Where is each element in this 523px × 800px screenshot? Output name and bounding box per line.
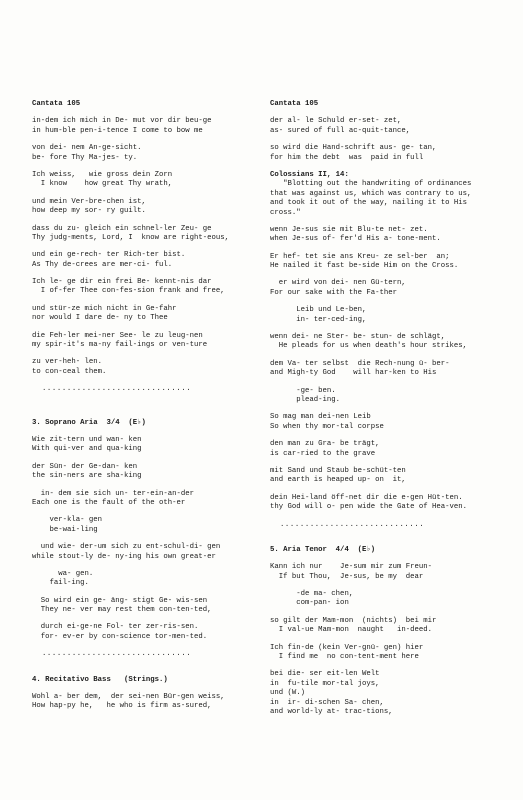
lyric-line: Wie zit-tern und wan- ken bbox=[32, 435, 142, 444]
lyric-line: und stür-ze mich nicht in Ge-fahr bbox=[32, 304, 177, 313]
lyric-line: plead-ing. bbox=[270, 395, 341, 404]
blank-line bbox=[32, 395, 257, 403]
blank-line bbox=[270, 513, 508, 521]
blank-line bbox=[32, 350, 257, 358]
blank-line bbox=[32, 660, 257, 668]
lyric-line: bei die- ser eit-len Welt bbox=[270, 670, 380, 679]
lyric-line: How hap-py he, he who is firm as-sured, bbox=[32, 702, 212, 711]
lyric-line: when Je-sus of- fer'd His a- tone-ment. bbox=[270, 235, 441, 244]
lyric-line: mit Sand und Staub be-schüt-ten bbox=[270, 466, 406, 475]
lyric-line: to con-ceal them. bbox=[32, 367, 107, 376]
blank-line bbox=[270, 459, 508, 467]
lyric-line: He pleads for us when death's hour strikes, bbox=[270, 342, 468, 351]
blank-line bbox=[32, 685, 257, 693]
left-column bbox=[32, 100, 257, 712]
lyric-line: that was against us, which was contrary to us, bbox=[270, 189, 472, 198]
blank-line bbox=[270, 109, 508, 117]
lyric-line: So when thy mor-tal corpse bbox=[270, 422, 384, 431]
lyric-line: und ein ge-rech- ter Rich-ter bist. bbox=[32, 251, 186, 260]
blank-line bbox=[270, 405, 508, 413]
lyric-line: -ge- ben. bbox=[270, 386, 336, 395]
lyric-line: while stout-ly de- ny-ing his own great-er bbox=[32, 552, 216, 561]
lyric-line: be-wai-ling bbox=[32, 525, 98, 534]
lyric-line: I val-ue Mam-mon naught in-deed. bbox=[270, 626, 433, 635]
blank-line bbox=[32, 668, 257, 676]
blank-line bbox=[32, 324, 257, 332]
lyric-line: so gilt der Mam-mon (nichts) bei mir bbox=[270, 616, 437, 625]
blank-line bbox=[270, 582, 508, 590]
blank-line bbox=[270, 325, 508, 333]
lyric-line: dass du zu- gleich ein schnel-ler Zeu- ge bbox=[32, 224, 212, 233]
blank-line bbox=[32, 642, 257, 650]
lyric-line: von dei- nem An-ge-sicht. bbox=[32, 144, 142, 153]
separator-rule: .............................. bbox=[32, 650, 192, 659]
lyric-line: For our sake with the Fa-ther bbox=[270, 288, 397, 297]
blank-line bbox=[270, 555, 508, 563]
blank-line bbox=[270, 636, 508, 644]
lyric-line: wenn dei- ne Ster- be- stun- de schlägt, bbox=[270, 333, 446, 342]
lyric-line: in hum-ble pen-i-tence I come to bow me bbox=[32, 126, 203, 135]
lyric-line: for him the debt was paid in full bbox=[270, 153, 424, 162]
lyric-line: my spir-it's ma-ny fail-ings or ven-ture bbox=[32, 341, 208, 350]
section-heading: 3. Soprano Aria 3/4 (E♭) bbox=[32, 418, 146, 427]
blank-line bbox=[32, 377, 257, 385]
separator-rule: .............................. bbox=[32, 385, 192, 394]
lyric-line: und wie- der-um sich zu ent-schul-di- gen bbox=[32, 543, 221, 552]
blank-line bbox=[32, 403, 257, 411]
blank-line bbox=[32, 428, 257, 436]
lyric-line: how deep my sor- ry guilt. bbox=[32, 207, 146, 216]
lyric-line: I find me no con-tent-ment here bbox=[270, 653, 419, 662]
lyric-line: be- fore Thy Ma-jes- ty. bbox=[32, 153, 138, 162]
blank-line bbox=[270, 163, 508, 171]
separator-rule: ............................. bbox=[270, 520, 425, 529]
lyric-line: I know how great Thy wrath, bbox=[32, 180, 173, 189]
blank-line bbox=[32, 535, 257, 543]
blank-line bbox=[270, 662, 508, 670]
lyric-line: wa- gen. bbox=[32, 569, 94, 578]
lyric-line: und mein Ver-bre-chen ist, bbox=[32, 197, 146, 206]
blank-line bbox=[270, 530, 508, 538]
lyric-line: Each one is the fault of the oth-er bbox=[32, 498, 186, 507]
lyric-line: and took it out of the way, nailing it to His bbox=[270, 199, 468, 208]
section-heading: 4. Recitativo Bass (Strings.) bbox=[32, 675, 168, 684]
lyric-line: for- ev-er by con-science tor-men-ted. bbox=[32, 632, 208, 641]
lyric-line: cross." bbox=[270, 208, 301, 217]
lyric-line: Kann ich nur Je-sum mir zum Freun- bbox=[270, 563, 433, 572]
blank-line bbox=[32, 615, 257, 623]
lyric-line: in ir- di-schen Sa- chen, bbox=[270, 698, 384, 707]
blank-line bbox=[32, 109, 257, 117]
lyric-line: ver-kla- gen bbox=[32, 516, 103, 525]
lyric-line: Ich le- ge dir ein frei Be- kennt-nis dar bbox=[32, 278, 212, 287]
section-heading: Cantata 105 bbox=[32, 100, 81, 108]
lyric-line: As Thy de-crees are mer-ci- ful. bbox=[32, 260, 173, 269]
blank-line bbox=[32, 589, 257, 597]
blank-line bbox=[32, 562, 257, 570]
lyric-line: -de ma- chen, bbox=[270, 590, 354, 599]
blank-line bbox=[270, 245, 508, 253]
blank-line bbox=[32, 482, 257, 490]
blank-line bbox=[32, 270, 257, 278]
lyric-line: fail-ing. bbox=[32, 579, 89, 588]
lyric-line: die Feh-ler mei-ner See- le zu leug-nen bbox=[32, 331, 203, 340]
lyric-line: in- dem sie sich un- ter-ein-an-der bbox=[32, 489, 195, 498]
section-heading: Colossians II, 14: bbox=[270, 170, 349, 179]
lyric-line: Thy judg-ments, Lord, I know are right-eous, bbox=[32, 233, 230, 242]
blank-line bbox=[270, 538, 508, 546]
lyric-line: in- ter-ced-ing, bbox=[270, 315, 367, 324]
lyric-line: nor would I dare de- ny to Thee bbox=[32, 314, 168, 323]
lyric-line: und (W.) bbox=[270, 689, 306, 698]
lyric-line: Leib und Le-ben, bbox=[270, 306, 367, 315]
lyric-line: der al- le Schuld er-set- zet, bbox=[270, 117, 402, 126]
section-heading: Cantata 105 bbox=[270, 100, 319, 108]
blank-line bbox=[32, 163, 257, 171]
blank-line bbox=[270, 352, 508, 360]
lyric-line: So mag man dei-nen Leib bbox=[270, 413, 371, 422]
lyric-line: and earth is heaped up- on it, bbox=[270, 476, 406, 485]
lyric-line: as- sured of full ac-quit-tance, bbox=[270, 126, 411, 135]
section-heading: 5. Aria Tenor 4/4 (E♭) bbox=[270, 545, 376, 554]
blank-line bbox=[270, 218, 508, 226]
blank-line bbox=[270, 609, 508, 617]
blank-line bbox=[32, 508, 257, 516]
lyric-line: wenn Je-sus sie mit Blu-te net- zet. bbox=[270, 225, 428, 234]
blank-line bbox=[32, 190, 257, 198]
lyric-line: in-dem ich mich in De- mut vor dir beu-ge bbox=[32, 117, 212, 126]
lyric-line: der Sün- der Ge-dan- ken bbox=[32, 462, 138, 471]
lyric-line: dem Va- ter selbst die Rech-nung ü- ber- bbox=[270, 359, 450, 368]
lyric-line: With qui-ver and qua-king bbox=[32, 445, 142, 454]
blank-line bbox=[32, 455, 257, 463]
lyric-line: thy God will o- pen wide the Gate of Hea-ven. bbox=[270, 503, 468, 512]
lyric-line: He nailed it fast be-side Him on the Cross. bbox=[270, 262, 459, 271]
lyric-line: "Blotting out the handwriting of ordinances bbox=[270, 180, 472, 189]
lyric-line: den man zu Gra- be trägt, bbox=[270, 440, 380, 449]
lyric-line: er wird von dei- nen Gü-tern, bbox=[270, 279, 406, 288]
blank-line bbox=[32, 297, 257, 305]
lyric-line: and Migh-ty God will har-ken to His bbox=[270, 369, 437, 378]
lyric-line: in fu-tile mor-tal joys, bbox=[270, 679, 380, 688]
lyric-line: the sin-ners are sha-king bbox=[32, 472, 142, 481]
blank-line bbox=[270, 271, 508, 279]
blank-line bbox=[270, 136, 508, 144]
right-column bbox=[270, 100, 508, 717]
blank-line bbox=[32, 411, 257, 419]
lyric-line: So wird ein ge- äng- stigt Ge- wis-sen bbox=[32, 596, 208, 605]
lyric-line: If but Thou, Je-sus, be my dear bbox=[270, 572, 424, 581]
lyric-line: dein Hei-land öff-net dir die e-gen Hüt-ten. bbox=[270, 493, 463, 502]
blank-line bbox=[270, 486, 508, 494]
lyric-line: Ich fin-de (kein Ver-gnü- gen) hier bbox=[270, 643, 424, 652]
blank-line bbox=[270, 298, 508, 306]
blank-line bbox=[32, 217, 257, 225]
lyric-line: Wohl a- ber dem, der sei-nen Bür-gen weiss, bbox=[32, 693, 225, 702]
lyric-line: zu ver-heh- len. bbox=[32, 358, 103, 367]
lyric-line: Er hef- tet sie ans Kreu- ze sel-ber an; bbox=[270, 252, 450, 261]
blank-line bbox=[270, 379, 508, 387]
lyric-line: is car-ried to the grave bbox=[270, 449, 376, 458]
blank-line bbox=[32, 136, 257, 144]
lyric-line: Ich weiss, wie gross dein Zorn bbox=[32, 170, 173, 179]
lyric-line: and world-ly at- trac-tions, bbox=[270, 707, 393, 716]
lyric-line: durch ei-ge-ne Fol- ter zer-ris-sen. bbox=[32, 623, 199, 632]
lyric-line: com-pan- ion bbox=[270, 599, 349, 608]
blank-line bbox=[32, 243, 257, 251]
lyric-line: so wird die Hand-schrift aus- ge- tan, bbox=[270, 144, 437, 153]
blank-line bbox=[270, 432, 508, 440]
lyric-line: They ne- ver may rest them con-ten-ted, bbox=[32, 606, 212, 615]
lyric-line: I of-fer Thee con-fes-sion frank and free, bbox=[32, 287, 225, 296]
